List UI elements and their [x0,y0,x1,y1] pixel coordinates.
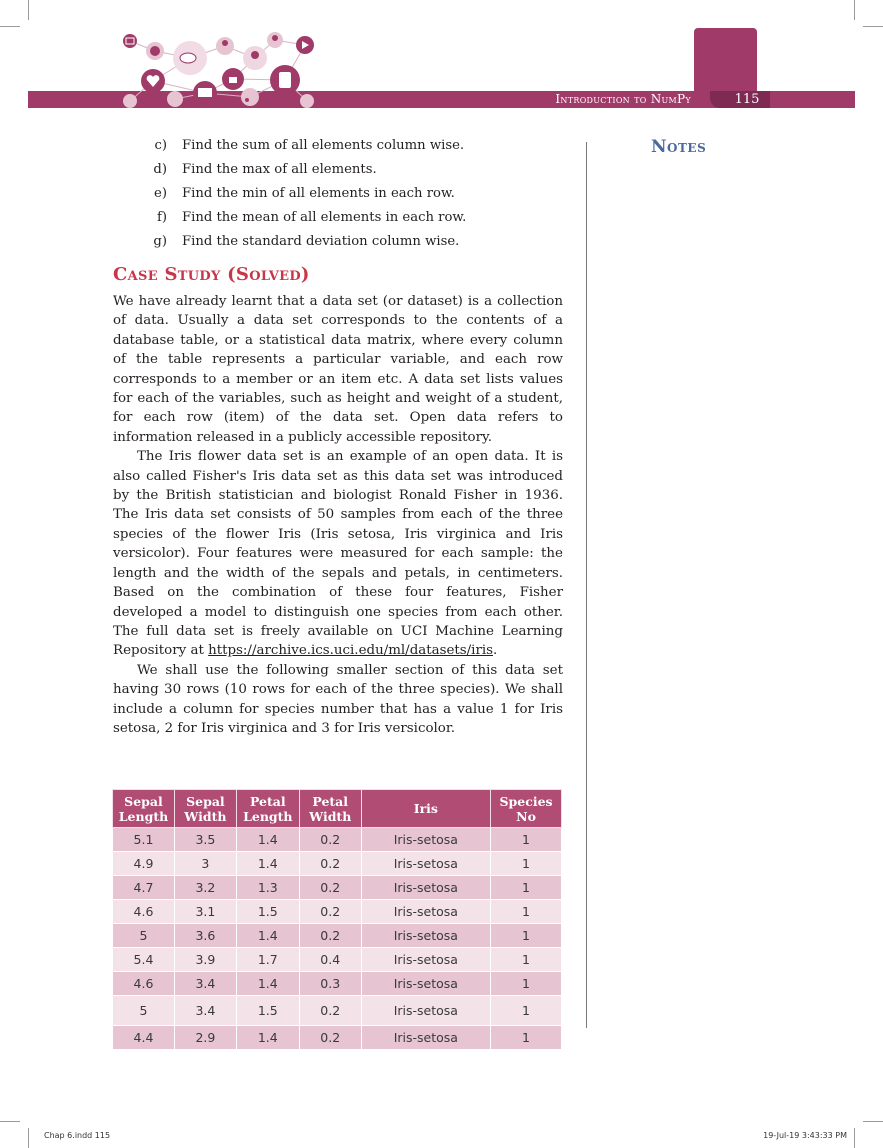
table-cell: 1 [491,972,562,996]
list-marker: g) [153,234,167,249]
table-cell: 3.1 [174,900,236,924]
table-cell: 3 [174,852,236,876]
table-cell: Iris-setosa [361,996,490,1026]
table-row [113,876,562,900]
table-cell: 5.1 [113,828,175,852]
table-cell: 4.4 [113,1026,175,1050]
table-cell: Iris-setosa [361,876,490,900]
paragraph-end: . [493,643,498,659]
table-cell: 3.6 [174,924,236,948]
table-cell: 3.5 [174,828,236,852]
list-text: Find the mean of all elements in each row. [182,210,467,225]
column-header: Petal Length [236,790,299,828]
table-row [113,828,562,852]
table-row [113,900,562,924]
table-row [113,1026,562,1050]
body-text [113,292,563,738]
list-item [140,184,580,208]
column-divider [586,142,587,1028]
column-header: Sepal Length [113,790,175,828]
table-cell: 1.3 [236,876,299,900]
table-cell: 0.4 [299,948,361,972]
table-cell: 4.9 [113,852,175,876]
table-cell: 1 [491,924,562,948]
list-marker: d) [153,162,167,177]
list-marker: f) [156,210,167,225]
table-cell: Iris-setosa [361,948,490,972]
table-cell: 1.4 [236,852,299,876]
table-cell: 0.2 [299,876,361,900]
crop-mark [0,26,20,27]
table-cell: 0.2 [299,828,361,852]
table-row [113,924,562,948]
table-cell: 3.9 [174,948,236,972]
table-cell: 4.6 [113,900,175,924]
crop-mark [863,1121,883,1122]
paragraph-text: The Iris flower data set is an example of an open data. It is also called Fisher's Iris data set as this data set was introduced by the British statistician and biologist Ronald Fisher in 1936. The Iris data set consists of 50 samples from each of the three species of the flower Iris (Iris setosa, Iris virginica and Iris versicolor). Four features were measured for each sample: the length and the width of the sepals and petals, in centimeters. Based on the combination of these four features, Fisher developed a model to distinguish one species from each other. The full data set is freely available on UCI Machine Learning Repository at [113,449,563,659]
list-text: Find the standard deviation column wise. [182,234,460,249]
table-row [113,852,562,876]
table-cell: 5.4 [113,948,175,972]
list-text: Find the sum of all elements column wise. [182,138,465,153]
smiley-icon [300,94,314,108]
crop-mark [854,0,855,20]
table-cell: 2.9 [174,1026,236,1050]
crop-mark [0,1121,20,1122]
table-cell: Iris-setosa [361,900,490,924]
table-cell: 1.4 [236,924,299,948]
crop-mark [863,26,883,27]
table-cell: 0.2 [299,924,361,948]
crop-mark [28,1128,29,1148]
table-cell: 3.4 [174,972,236,996]
iris-data-table [112,789,562,1050]
table-cell: Iris-setosa [361,852,490,876]
column-header: Sepal Width [174,790,236,828]
table-cell: 1.4 [236,972,299,996]
table-cell: 1.5 [236,996,299,1026]
mail-icon [123,34,137,48]
exercise-list [140,136,580,256]
mic-icon [123,94,137,108]
table-cell: 5 [113,924,175,948]
table-cell: 0.2 [299,900,361,924]
table-cell: Iris-setosa [361,972,490,996]
table-cell: 1.5 [236,900,299,924]
paragraph: We have already learnt that a data set (or dataset) is a collection of data. Usually a data set corresponds to the contents of a database table, or a statistical data matrix, where every column of the table represents a particular variable, and each row corresponds to a member or an item etc. A data set lists values for each of the variables, such as height and weight of a student, for each row (item) of the data set. Open data refers to information released in a publicly accessible repository. [113,294,563,445]
table-cell: 1 [491,1026,562,1050]
dataset-link[interactable]: https://archive.ics.uci.edu/ml/datasets/iris [208,643,494,659]
table-cell: 1.4 [236,828,299,852]
list-text: Find the max of all elements. [182,162,377,177]
table-cell: 3.2 [174,876,236,900]
table-cell: 0.2 [299,1026,361,1050]
list-item [140,232,580,256]
table-cell: 1 [491,876,562,900]
column-header: Iris [361,790,490,828]
network-icons-illustration [110,28,330,110]
crop-mark [28,0,29,20]
table-cell: 1 [491,900,562,924]
running-header-title: Introduction to NumPy [555,92,691,106]
paragraph [113,447,563,660]
crop-mark [854,1128,855,1148]
table-cell: 0.2 [299,996,361,1026]
list-text: Find the min of all elements in each row. [182,186,455,201]
list-marker: e) [154,186,167,201]
table-cell: 1 [491,996,562,1026]
table-header-row [113,790,562,828]
table-cell: 4.7 [113,876,175,900]
column-header: Petal Width [299,790,361,828]
table-cell: Iris-setosa [361,924,490,948]
list-item [140,208,580,232]
paragraph: We shall use the following smaller section of this data set having 30 rows (10 rows for each of the three species). We shall include a column for species number that has a value 1 for Iris setosa, 2 for Iris virginica and 3 for Iris versicolor. [113,662,563,736]
page-number: 115 [734,92,760,107]
notes-label: Notes [651,137,707,157]
table-row [113,996,562,1026]
list-item [140,136,580,160]
table-cell: 3.4 [174,996,236,1026]
table-cell: Iris-setosa [361,828,490,852]
table-row [113,972,562,996]
table-cell: Iris-setosa [361,1026,490,1050]
list-item [140,160,580,184]
table-cell: 1 [491,828,562,852]
table-cell: 1.4 [236,1026,299,1050]
table-cell: 5 [113,996,175,1026]
table-cell: 1.7 [236,948,299,972]
footer-slug-timestamp: 19-Jul-19 3:43:33 PM [763,1131,847,1140]
list-marker: c) [154,138,167,153]
cloud-icon [167,91,183,107]
table-cell: 0.2 [299,852,361,876]
rss-icon [241,88,259,106]
footer-slug-file: Chap 6.indd 115 [44,1131,111,1140]
table-cell: 4.6 [113,972,175,996]
column-header: Species No [491,790,562,828]
table-cell: 1 [491,948,562,972]
section-heading: Case Study (Solved) [113,264,310,285]
table-row [113,948,562,972]
table-cell: 0.3 [299,972,361,996]
table-cell: 1 [491,852,562,876]
